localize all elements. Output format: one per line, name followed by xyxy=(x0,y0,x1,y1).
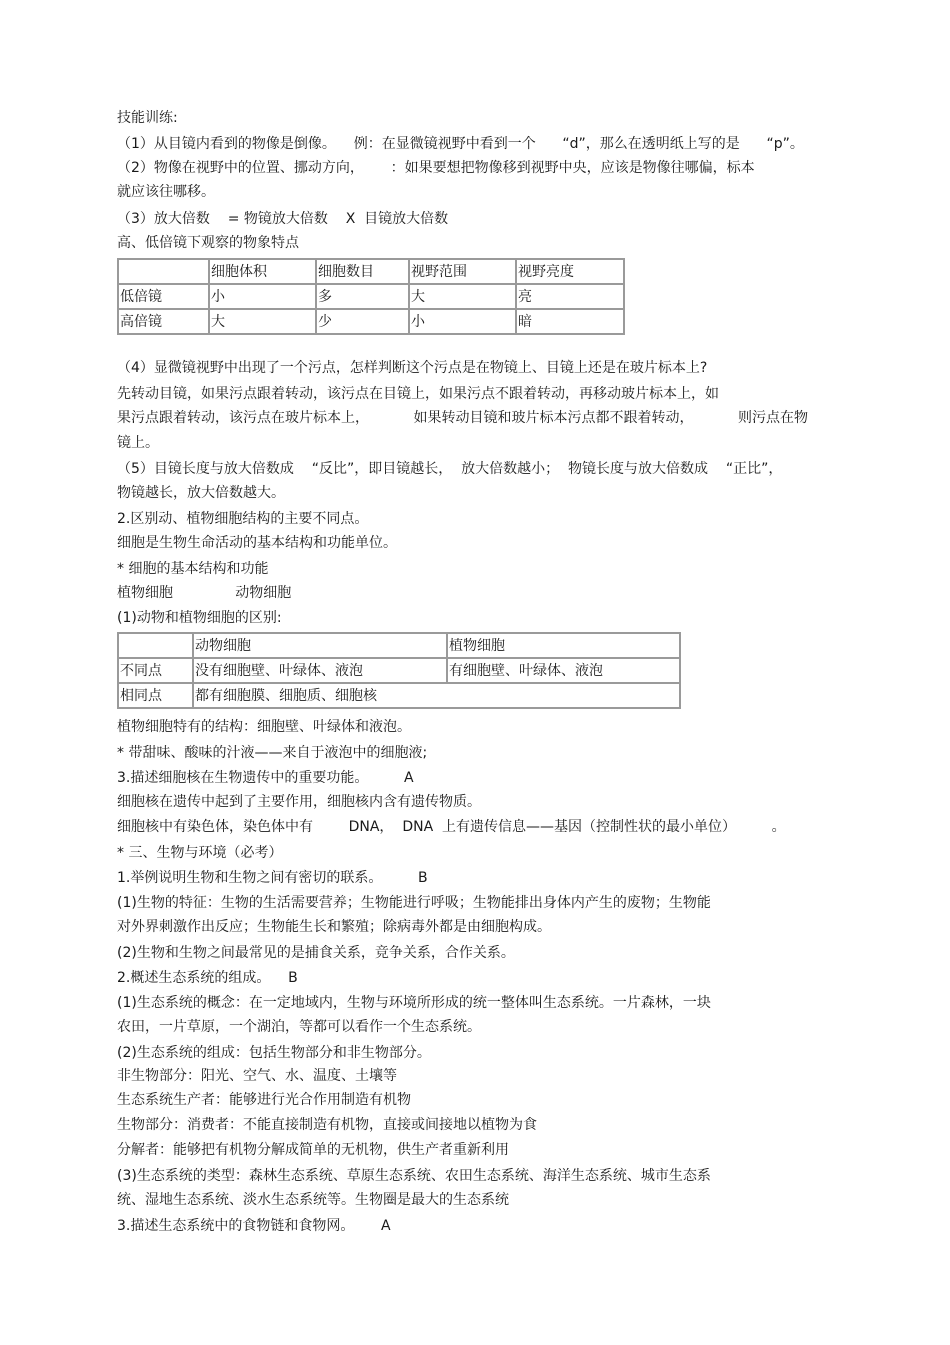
table-cell: 低倍镜 xyxy=(118,284,209,309)
text-line: 2.概述生态系统的组成。 B xyxy=(117,970,298,986)
table-header-row xyxy=(118,259,624,284)
text-line: 分解者：能够把有机物分解成简单的无机物，供生产者重新利用 xyxy=(117,1142,509,1158)
cell-comparison-table xyxy=(117,632,681,709)
text-line: 对外界刺激作出反应；生物能生长和繁殖；除病毒外都是由细胞构成。 xyxy=(117,919,551,935)
text-line: (2)生物和生物之间最常见的是捕食关系，竞争关系，合作关系。 xyxy=(117,945,515,961)
table-cell: 高倍镜 xyxy=(118,309,209,334)
table-header-row xyxy=(118,633,680,658)
text-line: （5）目镜长度与放大倍数成 “反比”，即目镜越长， 放大倍数越小； 物镜长度与放大倍数成 “正比”， xyxy=(117,461,783,477)
text-line: 细胞核中有染色体，染色体中有 DNA， DNA 上有遗传信息——基因（控制性状的最小单位） 。 xyxy=(117,819,786,835)
text-line: (2)生态系统的组成：包括生物部分和非生物部分。 xyxy=(117,1045,431,1061)
text-line: * 细胞的基本结构和功能 xyxy=(117,561,269,577)
table-cell: 不同点 xyxy=(118,658,193,683)
text-line: 生态系统生产者：能够进行光合作用制造有机物 xyxy=(117,1092,411,1108)
text-line: 统、湿地生态系统、淡水生态系统等。生物圈是最大的生态系统 xyxy=(117,1192,509,1208)
text-line: 就应该往哪移。 xyxy=(117,184,215,200)
table-cell: 少 xyxy=(316,309,409,334)
text-line: 细胞核在遗传中起到了主要作用，细胞核内含有遗传物质。 xyxy=(117,794,481,810)
table-cell: 有细胞壁、叶绿体、液泡 xyxy=(447,658,680,683)
table-row xyxy=(118,658,680,683)
table-cell: 动物细胞 xyxy=(193,633,447,658)
text-line: * 带甜味、酸味的汁液——来自于液泡中的细胞液; xyxy=(117,745,428,761)
table-cell: 亮 xyxy=(516,284,624,309)
table-cell: 细胞数目 xyxy=(316,259,409,284)
text-line: 植物细胞特有的结构：细胞壁、叶绿体和液泡。 xyxy=(117,719,411,735)
text-line: （1）从目镜内看到的物像是倒像。 例：在显微镜视野中看到一个 “d”，那么在透明纸上写的是 “p”。 xyxy=(117,136,804,152)
table-cell: 视野亮度 xyxy=(516,259,624,284)
table-cell: 植物细胞 xyxy=(447,633,680,658)
text-line: (1)动物和植物细胞的区别: xyxy=(117,610,282,626)
text-line: 生物部分：消费者：不能直接制造有机物，直接或间接地以植物为食 xyxy=(117,1117,537,1133)
table-cell: 大 xyxy=(209,309,316,334)
text-line: 植物细胞 动物细胞 xyxy=(117,585,292,601)
table-cell: 都有细胞膜、细胞质、细胞核 xyxy=(193,683,680,708)
text-line: 先转动目镜，如果污点跟着转动，该污点在目镜上，如果污点不跟着转动，再移动玻片标本上，如 xyxy=(117,386,719,402)
text-line: (3)生态系统的类型：森林生态系统、草原生态系统、农田生态系统、海洋生态系统、城市生态系 xyxy=(117,1168,711,1184)
table-cell: 多 xyxy=(316,284,409,309)
text-line: 高、低倍镜下观察的物象特点 xyxy=(117,235,299,251)
text-line: 1.举例说明生物和生物之间有密切的联系。 B xyxy=(117,870,428,886)
table-row xyxy=(118,284,624,309)
text-line: 非生物部分：阳光、空气、水、温度、土壤等 xyxy=(117,1068,397,1084)
table-row xyxy=(118,683,680,708)
text-line: （4）显微镜视野中出现了一个污点，怎样判断这个污点是在物镜上、目镜上还是在玻片标本上? xyxy=(117,360,708,376)
text-line: * 三、生物与环境（必考） xyxy=(117,845,283,861)
table-cell xyxy=(118,259,209,284)
text-line: 物镜越长，放大倍数越大。 xyxy=(117,485,285,501)
table-cell xyxy=(118,633,193,658)
text-line: 果污点跟着转动，该污点在玻片标本上， 如果转动目镜和玻片标本污点都不跟着转动， 则污点在物 xyxy=(117,410,809,426)
text-line: 3.描述细胞核在生物遗传中的重要功能。 A xyxy=(117,770,414,786)
text-line: （2）物像在视野中的位置、挪动方向， ：如果要想把物像移到视野中央，应该是物像往哪偏，标本 xyxy=(117,160,755,176)
text-line: 镜上。 xyxy=(117,435,159,451)
table-cell: 大 xyxy=(409,284,516,309)
table-cell: 暗 xyxy=(516,309,624,334)
text-line: (1)生物的特征：生物的生活需要营养；生物能进行呼吸；生物能排出身体内产生的废物；生物能 xyxy=(117,895,711,911)
table-cell: 没有细胞壁、叶绿体、液泡 xyxy=(193,658,447,683)
table-row xyxy=(118,309,624,334)
text-line: 农田，一片草原，一个湖泊，等都可以看作一个生态系统。 xyxy=(117,1019,481,1035)
table-cell: 小 xyxy=(209,284,316,309)
text-line: 2.区别动、植物细胞结构的主要不同点。 xyxy=(117,511,369,527)
table-cell: 小 xyxy=(409,309,516,334)
table-cell: 视野范围 xyxy=(409,259,516,284)
text-line: 3.描述生态系统中的食物链和食物网。 A xyxy=(117,1218,391,1234)
table-cell: 细胞体积 xyxy=(209,259,316,284)
text-line: （3）放大倍数 = 物镜放大倍数 X 目镜放大倍数 xyxy=(117,211,449,227)
table-cell: 相同点 xyxy=(118,683,193,708)
magnification-table xyxy=(117,258,625,335)
text-line: 细胞是生物生命活动的基本结构和功能单位。 xyxy=(117,535,397,551)
text-line: 技能训练: xyxy=(117,110,178,126)
text-line: (1)生态系统的概念：在一定地域内，生物与环境所形成的统一整体叫生态系统。一片森林，一块 xyxy=(117,995,711,1011)
